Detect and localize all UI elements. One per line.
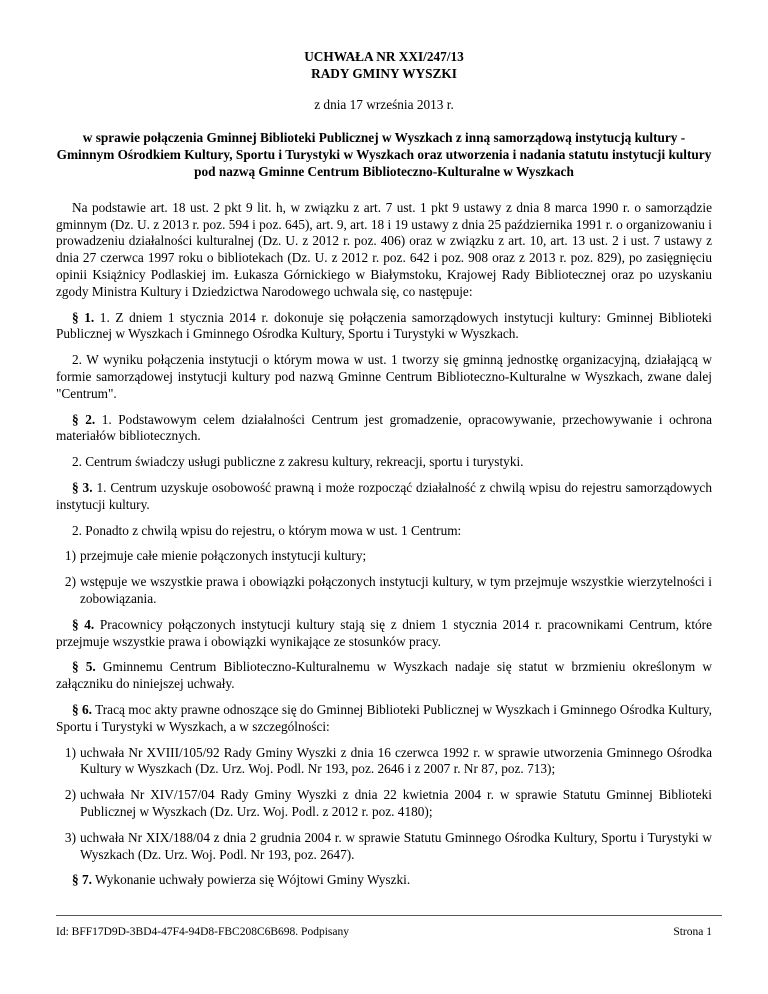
section-2-paragraph-1 [56, 412, 712, 446]
section-3-text: 1. Centrum uzyskuje osobowość prawną i może rozpocząć działalność z chwilą wpisu do rejestru samorządowych instytucji kultury. [56, 479, 712, 512]
section-6-text: Tracą moc akty prawne odnoszące się do Gminnej Biblioteki Publicznej w Wyszkach i Gminnego Ośrodka Kultury, Sportu i Turystyki w Wyszkach, a w szczególności: [56, 701, 713, 734]
list-item [56, 548, 712, 565]
list-item [56, 787, 712, 821]
section-5-text: Gminnemu Centrum Biblioteczno-Kulturalnemu w Wyszkach nadaje się statut w brzmieniu określonym w załączniku do niniejszej uchwały. [56, 659, 712, 692]
section-6-label: § 6. [72, 701, 92, 717]
page-number: Strona 1 [673, 926, 712, 938]
document-id: Id: BFF17D9D-3BD4-47F4-94D8-FBC208C6B698. Podpisany [56, 926, 349, 938]
section-2-paragraph-2: 2. Centrum świadczy usługi publiczne z zakresu kultury, rekreacji, sportu i turystyki. [72, 454, 524, 470]
list-item-number: 2) [64, 574, 76, 590]
section-4-paragraph [56, 617, 712, 651]
section-5-label: § 5. [72, 659, 96, 675]
section-3-label: § 3. [72, 479, 93, 495]
list-item-text: przejmuje całe mienie połączonych instytucji kultury; [80, 548, 367, 564]
list-item-number: 1) [64, 548, 76, 564]
list-item-text: uchwała Nr XIX/188/04 z dnia 2 grudnia 2004 r. w sprawie Statutu Gminnego Ośrodka Kultury, Sportu i Turystyki w Wyszkach (Dz. Urz. Woj. Podl. Nr 193, poz. 2647). [80, 829, 712, 862]
list-item-text: wstępuje we wszystkie prawa i obowiązki połączonych instytucji kultury, w tym przejmuje wszystkie wierzytelności i zobowiązania. [80, 574, 712, 606]
section-1-paragraph-2: 2. W wyniku połączenia instytucji o którym mowa w ust. 1 tworzy się gminną jednostkę organizacyjną, działającą w formie samorządowej instytucji kultury pod nazwą Gminne Centrum Biblioteczno-Kulturalne w Wyszkach, zwane dalej "Centrum". [56, 352, 712, 401]
preamble: Na podstawie art. 18 ust. 2 pkt 9 lit. h, w związku z art. 7 ust. 1 pkt 9 ustawy z dnia 8 marca 1990 r. o samorządzie gminnym (Dz. U. z 2013 r. poz. 594 i poz. 645), art. 9, art. 18 i 19 ustawy z dnia 25 października 1991 r. o organizowaniu i prowadzeniu działalności kulturalnej (Dz. U. z 2012 r. poz. 406) oraz w związku z art. 10, art. 13 ust. 2 i ust. 7 ustawy z dnia 27 czerwca 1997 roku o bibliotekach (Dz. U. z 2012 r. poz. 642 i poz. 908 oraz z 2013 r. poz. 829), po zasięgnięciu opinii Książnicy Podlaskiej im. Łukasza Górnickiego w Białymstoku, Krajowej Rady Bibliotecznej oraz po uzyskaniu zgody Ministra Kultury i Dziedzictwa Narodowego uchwala się, co następuje: [56, 199, 712, 299]
list-item-number: 1) [64, 744, 76, 760]
list-item-number: 2) [64, 787, 76, 803]
list-item-number: 3) [64, 829, 76, 845]
section-7-paragraph [56, 872, 712, 889]
list-item-text: uchwała Nr XVIII/105/92 Rady Gminy Wyszki z dnia 16 czerwca 1992 r. w sprawie utworzenia Gminnego Ośrodka Kultury w Wyszkach (Dz. Urz. Woj. Podl. Nr 193, poz. 2646 i z 2007 r. Nr 87, poz. 713); [80, 744, 712, 777]
section-6-paragraph [56, 702, 712, 736]
section-4-text: Pracownicy połączonych instytucji kultury stają się z dniem 1 stycznia 2014 r. pracownikami Centrum, które przejmuje wszystkie prawa i obowiązki wynikające ze stosunków pracy. [56, 616, 712, 649]
section-1-text: 1. Z dniem 1 stycznia 2014 r. dokonuje się połączenia samorządowych instytucji kultury: Gminnej Biblioteki Publicznej w Wyszkach i Gminnego Ośrodka Kultury, Sportu i Turystyki w Wyszkach. [56, 309, 712, 342]
section-1-paragraph-1 [56, 310, 712, 344]
list-item-text: uchwała Nr XIV/157/04 Rady Gminy Wyszki z dnia 22 kwietnia 2004 r. w sprawie Statutu Gminnej Biblioteki Publicznej w Wyszkach (Dz. Urz. Woj. Podl. z 2012 r. poz. 4180); [80, 787, 712, 819]
section-7-label: § 7. [72, 872, 92, 888]
section-5-paragraph [56, 659, 712, 693]
resolution-date: z dnia 17 września 2013 r. [314, 97, 454, 112]
section-2-text: 1. Podstawowym celem działalności Centrum jest gromadzenie, opracowywanie, przechowywanie i ochrona materiałów bibliotecznych. [56, 411, 712, 444]
section-3-paragraph-1 [56, 480, 712, 514]
list-item [56, 830, 712, 864]
section-3-paragraph-2: 2. Ponadto z chwilą wpisu do rejestru, o którym mowa w ust. 1 Centrum: [72, 522, 462, 538]
footer-divider [56, 915, 722, 916]
document-title [56, 48, 712, 82]
resolution-subject: w sprawie połączenia Gminnej Biblioteki Publicznej w Wyszkach z inną samorządową instytucją kultury - Gminnym Ośrodkiem Kultury, Sportu i Turystyki w Wyszkach oraz utworzenia i nadania statutu instytucji kultury pod nazwą Gminne Centrum Biblioteczno-Kulturalne w Wyszkach [56, 129, 712, 179]
list-item [56, 745, 712, 779]
document-page [56, 0, 712, 889]
section-7-text: Wykonanie uchwały powierza się Wójtowi Gminy Wyszki. [91, 872, 411, 888]
section-2-label: § 2. [72, 411, 96, 427]
list-item [56, 574, 712, 608]
section-1-label: § 1. [72, 309, 95, 325]
section-4-label: § 4. [72, 616, 95, 632]
council-name: RADY GMINY WYSZKI [311, 66, 457, 81]
resolution-number: UCHWAŁA NR XXI/247/13 [304, 49, 464, 64]
